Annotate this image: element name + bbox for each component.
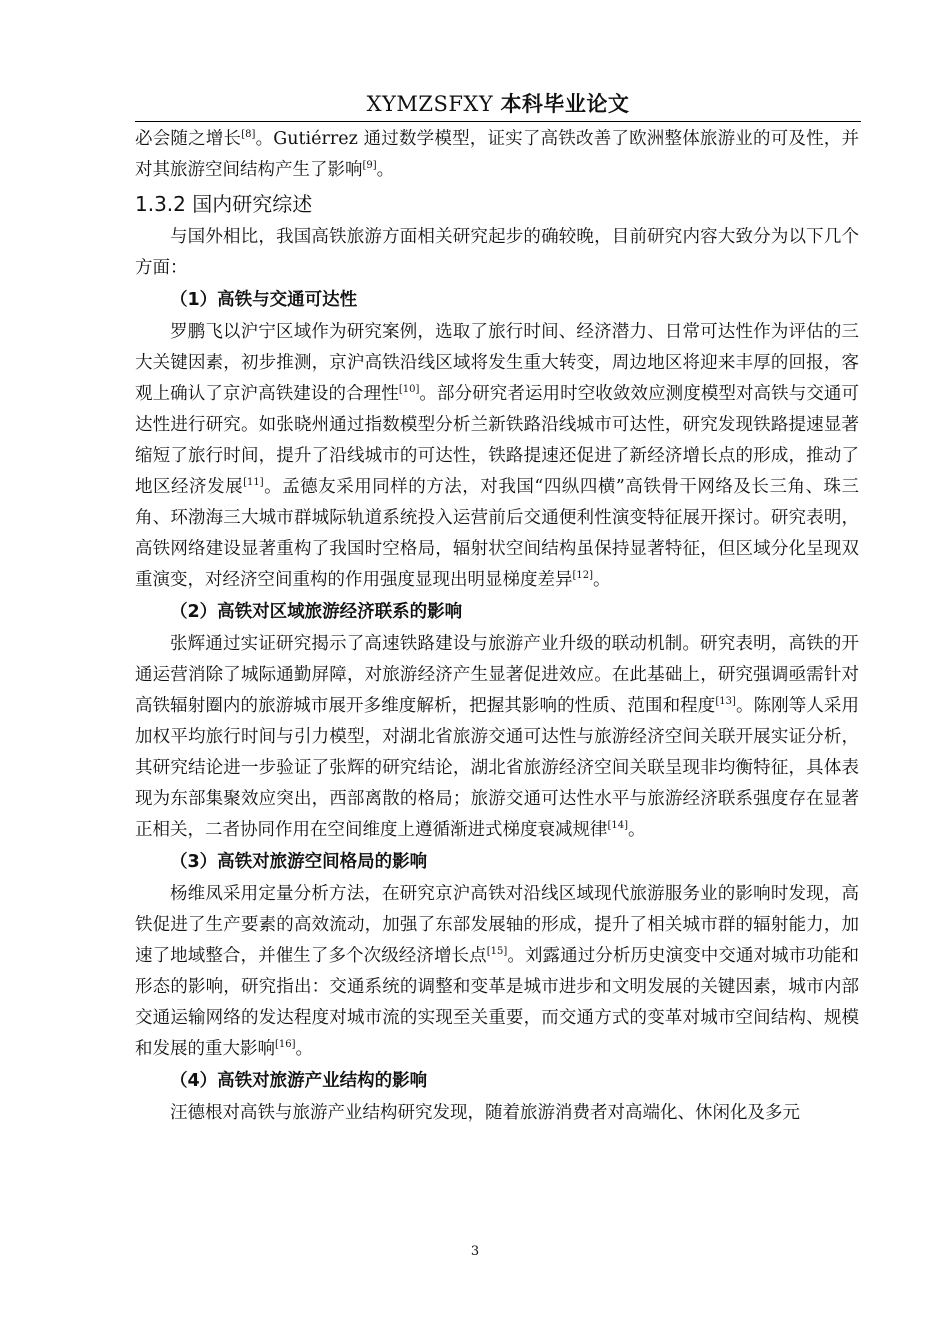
subsection-heading: （2）高铁对区域旅游经济联系的影响 xyxy=(170,602,463,622)
citation-ref: [8] xyxy=(241,129,256,140)
citation-ref: [10] xyxy=(398,384,420,395)
paragraph xyxy=(135,222,859,284)
text-run: 。 xyxy=(295,1039,314,1059)
text-run: 。陈刚等人采用加权平均旅行时间与引力模型，对湖北省旅游交通可达性与旅游经济空间关联开展实证分析，其研究结论进一步验证了张辉的研究结论，湖北省旅游经济空间关联呈现非均衡特征，具体表现为东部集聚效应突出，西部离散的格局；旅游交通可达性水平与旅游经济联系强度存在显著正相关，二者协同作用在空间维度上遵循渐进式梯度衰减规律 xyxy=(135,696,859,840)
subsection-heading: （1）高铁与交通可达性 xyxy=(170,290,358,310)
body-text xyxy=(135,124,859,1129)
header-rule xyxy=(135,121,861,122)
header-title: 本科毕业论文 xyxy=(500,92,630,116)
paragraph xyxy=(135,124,859,186)
text-run: 。孟德友采用同样的方法，对我国“四纵四横”高铁骨干网络及长三角、珠三角、环渤海三大城市群城际轨道系统投入运营前后交通便利性演变特征展开探讨。研究表明，高铁网络建设显著重构了我国时空格局，辐射状空间结构虽保持显著特征，但区域分化呈现双重演变，对经济空间重构的作用强度显现出明显梯度差异 xyxy=(135,477,860,590)
text-run: 。 xyxy=(593,570,611,590)
citation-ref: [9] xyxy=(362,160,377,171)
text-run: 必会随之增长 xyxy=(135,129,242,149)
page-number: 3 xyxy=(470,1244,480,1259)
citation-ref: [11] xyxy=(243,477,264,488)
text-run: 与国外相比，我国高铁旅游方面相关研究起步的确较晚，目前研究内容大致分为以下几个方面： xyxy=(135,227,859,278)
text-run: 。 xyxy=(376,160,395,180)
paragraph xyxy=(135,317,859,596)
subsection-heading: （4）高铁对旅游产业结构的影响 xyxy=(170,1071,428,1091)
subsection-heading: （3）高铁对旅游空间格局的影响 xyxy=(170,852,428,872)
text-run: 汪德根对高铁与旅游产业结构研究发现，随着旅游消费者对高端化、休闲化及多元 xyxy=(170,1103,800,1123)
text-run: 罗鹏飞以沪宁区域作为研究案例，选取了旅行时间、经济潜力、日常可达性作为评估的三大关键因素，初步推测，京沪高铁沿线区域将发生重大转变，周边地区将迎来丰厚的回报，客观上确认了京沪高铁建设的合理性 xyxy=(135,322,859,404)
running-header xyxy=(135,88,861,118)
citation-ref: [14] xyxy=(607,820,629,831)
text-run: 。 xyxy=(628,820,646,840)
text-run: 杨维凤采用定量分析方法，在研究京沪高铁对沿线区域现代旅游服务业的影响时发现，高铁促进了生产要素的高效流动，加强了东部发展轴的形成，提升了相关城市群的辐射能力，加速了地域整合，并催生了多个次级经济增长点 xyxy=(135,884,859,966)
text-run: 。Gutiérrez 通过数学模型，证实了高铁改善了欧洲整体旅游业的可及性，并对其旅游空间结构产生了影响 xyxy=(135,129,859,180)
text-run: 。刘露通过分析历史演变中交通对城市功能和形态的影响，研究指出：交通系统的调整和变革是城市进步和文明发展的关键因素，城市内部交通运输网络的发达程度对城市流的实现至关重要，而交通方式的变革对城市空间结构、规模和发展的重大影响 xyxy=(135,946,859,1059)
text-run: 张辉通过实证研究揭示了高速铁路建设与旅游产业升级的联动机制。研究表明，高铁的开通运营消除了城际通勤屏障，对旅游经济产生显著促进效应。在此基础上，研究强调亟需针对高铁辐射圈内的旅游城市展开多维度解析，把握其影响的性质、范围和程度 xyxy=(135,634,859,716)
header-code: XYMZSFXY xyxy=(366,92,494,116)
section-heading: 1.3.2 国内研究综述 xyxy=(135,192,313,216)
citation-ref: [16] xyxy=(275,1039,296,1050)
citation-ref: [13] xyxy=(715,696,736,707)
paragraph xyxy=(135,1098,859,1129)
paragraph xyxy=(135,879,859,1065)
paragraph xyxy=(135,629,859,846)
citation-ref: [12] xyxy=(572,570,594,581)
text-run: 。部分研究者运用时空收敛效应测度模型对高铁与交通可达性进行研究。如张晓州通过指数模型分析兰新铁路沿线城市可达性，研究发现铁路提速显著缩短了旅行时间，提升了沿线城市的可达性，铁路提速还促进了新经济增长点的形成，推动了地区经济发展 xyxy=(135,384,860,497)
citation-ref: [15] xyxy=(486,946,508,957)
